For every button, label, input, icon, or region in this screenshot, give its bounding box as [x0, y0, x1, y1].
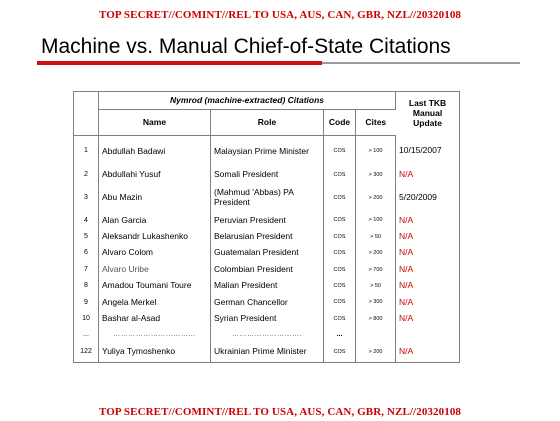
citation-count: > 100	[356, 212, 396, 228]
citation-code: COS	[324, 294, 356, 310]
ellipsis-name: ……………………………	[99, 327, 211, 342]
header-spacer	[74, 92, 99, 110]
num-header	[74, 110, 99, 136]
citation-role: Malaysian Prime Minister	[211, 136, 324, 168]
tkb-update: N/A	[399, 346, 414, 357]
table-row	[74, 229, 460, 245]
classification-banner-bottom: TOP SECRET//COMINT//REL TO USA, AUS, CAN, GBR, NZL//20320108	[98, 406, 462, 418]
table-row	[74, 167, 460, 183]
tkb-update: N/A	[399, 231, 414, 242]
citation-name: Yuliya Tymoshenko	[99, 342, 211, 363]
slide-title: Machine vs. Manual Chief-of-State Citations	[41, 35, 451, 58]
citation-name: Angela Merkel	[99, 294, 211, 310]
name-header: Name	[99, 110, 211, 136]
citation-count: > 200	[356, 183, 396, 212]
table-row	[74, 278, 460, 294]
tkb-update: N/A	[399, 313, 414, 324]
citations-table	[73, 91, 460, 363]
citation-code: COS	[324, 278, 356, 294]
citation-role: Ukrainian Prime Minister	[211, 342, 324, 363]
citation-code: COS	[324, 212, 356, 228]
citation-count: > 100	[356, 136, 396, 168]
citation-code: COS	[324, 311, 356, 327]
table-row	[74, 262, 460, 278]
ellipsis-cites	[356, 327, 396, 342]
row-number: 6	[74, 245, 99, 261]
cites-header: Cites	[356, 110, 396, 136]
citation-name: Alan Garcia	[99, 212, 211, 228]
row-number: 9	[74, 294, 99, 310]
role-header: Role	[211, 110, 324, 136]
citation-code: COS	[324, 136, 356, 168]
citation-role: Belarusian President	[211, 229, 324, 245]
citation-count: > 300	[356, 294, 396, 310]
citation-role: German Chancellor	[211, 294, 324, 310]
ellipsis-tkb	[396, 327, 460, 342]
row-number: 3	[74, 183, 99, 212]
classification-banner-top: TOP SECRET//COMINT//REL TO USA, AUS, CAN, GBR, NZL//20320108	[98, 9, 462, 21]
table-body	[74, 136, 460, 363]
ellipsis-row	[74, 327, 460, 342]
tkb-update: N/A	[399, 296, 414, 307]
table-row	[74, 311, 460, 327]
citation-code: COS	[324, 245, 356, 261]
citation-count: > 200	[356, 342, 396, 363]
citation-name: Alvaro Uribe	[99, 262, 211, 278]
table-row	[74, 294, 460, 310]
tkb-header: Last TKB Manual Update	[408, 98, 447, 128]
citation-role: (Mahmud 'Abbas) PA President	[211, 183, 324, 212]
citation-count: > 50	[356, 229, 396, 245]
table-row	[74, 342, 460, 363]
citation-code: COS	[324, 342, 356, 363]
row-number: 10	[74, 311, 99, 327]
tkb-update: N/A	[399, 263, 414, 274]
tkb-update: N/A	[399, 214, 414, 225]
citation-count: > 800	[356, 311, 396, 327]
tkb-update: N/A	[399, 169, 414, 180]
row-number: 7	[74, 262, 99, 278]
citation-name: Abdullah Badawi	[99, 136, 211, 168]
ellipsis-code: ...	[324, 327, 356, 342]
citation-code: COS	[324, 262, 356, 278]
tkb-update: N/A	[399, 247, 414, 258]
citation-name: Aleksandr Lukashenko	[99, 229, 211, 245]
code-header: Code	[324, 110, 356, 136]
citation-count: > 200	[356, 245, 396, 261]
row-number: 122	[74, 342, 99, 363]
table-row	[74, 183, 460, 212]
table-row	[74, 245, 460, 261]
citation-code: COS	[324, 167, 356, 183]
ellipsis-role: ……………………….	[211, 327, 324, 342]
citation-code: COS	[324, 229, 356, 245]
row-number: 1	[74, 136, 99, 168]
tkb-update: 5/20/2009	[399, 192, 437, 202]
citation-role: Malian President	[211, 278, 324, 294]
citation-role: Guatemalan President	[211, 245, 324, 261]
citation-code: COS	[324, 183, 356, 212]
citation-name: Amadou Toumani Toure	[99, 278, 211, 294]
tkb-update: N/A	[399, 280, 414, 291]
table-row	[74, 212, 460, 228]
row-number: 4	[74, 212, 99, 228]
row-number: 8	[74, 278, 99, 294]
citation-role: Colombian President	[211, 262, 324, 278]
row-number: ...	[74, 327, 99, 342]
citation-role: Somali President	[211, 167, 324, 183]
citation-count: > 50	[356, 278, 396, 294]
row-number: 2	[74, 167, 99, 183]
title-accent-bar	[37, 61, 322, 65]
citation-name: Abdullahi Yusuf	[99, 167, 211, 183]
citation-name: Alvaro Colom	[99, 245, 211, 261]
citation-role: Syrian President	[211, 311, 324, 327]
citation-name: Abu Mazin	[99, 183, 211, 212]
title-divider	[322, 62, 520, 64]
citation-count: > 700	[356, 262, 396, 278]
nymrod-group-header: Nymrod (machine-extracted) Citations	[99, 92, 396, 110]
citation-count: > 300	[356, 167, 396, 183]
citation-role: Peruvian President	[211, 212, 324, 228]
tkb-update: 10/15/2007	[399, 145, 442, 156]
table-row	[74, 136, 460, 168]
citation-name: Bashar al-Asad	[99, 311, 211, 327]
row-number: 5	[74, 229, 99, 245]
